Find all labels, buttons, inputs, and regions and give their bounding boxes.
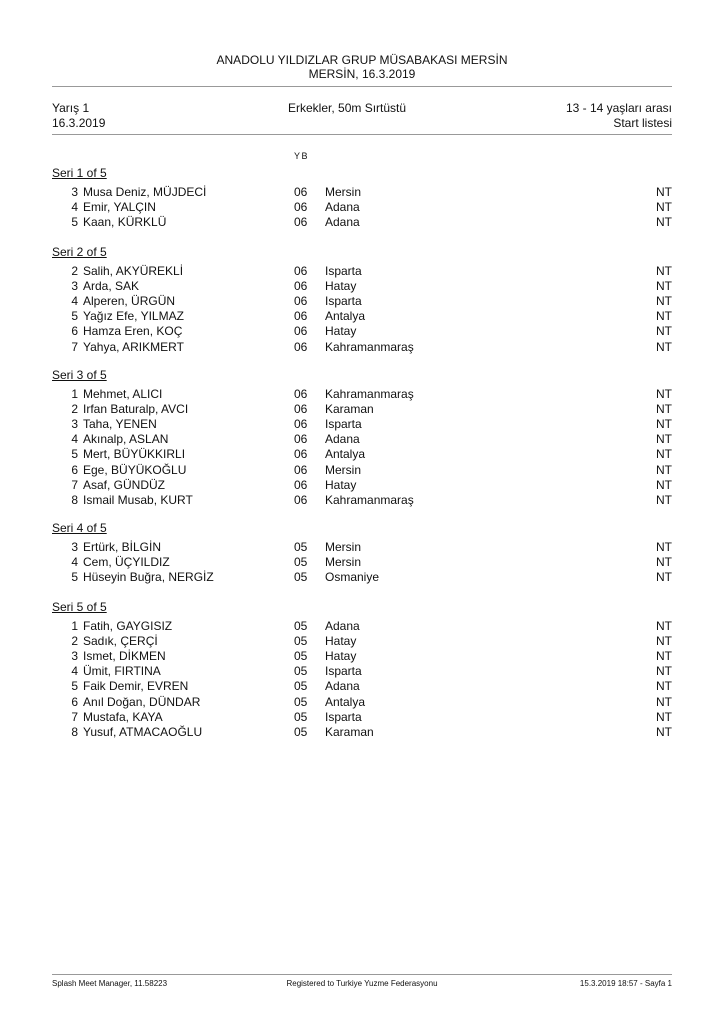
- event-date: 16.3.2019: [52, 116, 106, 130]
- entry-time: NT: [656, 649, 672, 664]
- lane-number: 3: [71, 417, 78, 432]
- club-name: Kahramanmaraş: [325, 339, 414, 354]
- lane-number: 6: [71, 462, 78, 477]
- swimmer-row: [52, 493, 672, 508]
- birth-year: 05: [294, 724, 308, 739]
- entry-time: NT: [656, 402, 672, 417]
- club-name: Adana: [325, 215, 360, 230]
- lane-number: 4: [71, 200, 78, 215]
- swimmer-name: Mustafa, KAYA: [83, 709, 163, 724]
- swimmer-name: Ismail Musab, KURT: [83, 492, 193, 507]
- swimmer-name: Ismet, DİKMEN: [83, 649, 166, 664]
- swimmer-name: Yusuf, ATMACAOĞLU: [83, 724, 203, 739]
- birth-year: 06: [294, 417, 308, 432]
- club-name: Karaman: [325, 724, 374, 739]
- club-name: Isparta: [325, 417, 362, 432]
- club-name: Isparta: [325, 709, 362, 724]
- lane-number: 5: [71, 570, 78, 585]
- entry-time: NT: [656, 417, 672, 432]
- birth-year: 06: [294, 324, 308, 339]
- swimmer-row: [52, 570, 672, 585]
- lane-number: 3: [71, 279, 78, 294]
- swimmer-row: [52, 309, 672, 324]
- event-description: Erkekler, 50m Sırtüstü: [288, 101, 407, 115]
- swimmer-name: Emir, YALÇIN: [83, 200, 156, 215]
- swimmer-name: Fatih, GAYGISIZ: [83, 619, 173, 633]
- club-name: Antalya: [325, 694, 366, 709]
- swimmer-name: Mert, BÜYÜKKIRLI: [83, 447, 186, 462]
- birth-year: 05: [294, 619, 308, 633]
- lane-number: 5: [71, 309, 78, 324]
- birth-year: 06: [294, 432, 308, 447]
- club-name: Adana: [325, 619, 360, 633]
- swimmer-row: [52, 402, 672, 417]
- divider-top: [52, 86, 672, 87]
- swimmer-row: [52, 679, 672, 694]
- heat-heading: Seri 5 of 5: [52, 600, 107, 614]
- entry-time: NT: [656, 570, 672, 585]
- birth-year: 05: [294, 709, 308, 724]
- swimmer-row: [52, 185, 672, 200]
- entry-time: NT: [656, 215, 672, 230]
- swimmer-row: [52, 710, 672, 725]
- divider-header: [52, 134, 672, 135]
- birth-year: 06: [294, 200, 308, 215]
- club-name: Hatay: [325, 324, 357, 339]
- entry-time: NT: [656, 619, 672, 633]
- footer-timestamp: 15.3.2019 18:57 - Sayfa 1: [579, 979, 672, 988]
- swimmer-name: Anıl Doğan, DÜNDAR: [83, 694, 201, 709]
- club-name: Antalya: [325, 309, 366, 324]
- entry-time: NT: [656, 679, 672, 694]
- lane-number: 4: [71, 432, 78, 447]
- meet-title: ANADOLU YILDIZLAR GRUP MÜSABAKASI MERSİN: [216, 53, 508, 67]
- entry-time: NT: [656, 634, 672, 649]
- birth-year: 06: [294, 279, 308, 294]
- lane-number: 6: [71, 694, 78, 709]
- lane-number: 2: [71, 402, 78, 417]
- swimmer-row: [52, 432, 672, 447]
- swimmer-name: Ümit, FIRTINA: [83, 664, 161, 679]
- birth-year: 05: [294, 555, 308, 570]
- lane-number: 7: [71, 339, 78, 354]
- lane-number: 5: [71, 679, 78, 694]
- swimmer-row: [52, 279, 672, 294]
- swimmer-row: [52, 649, 672, 664]
- entry-time: NT: [656, 540, 672, 554]
- swimmer-name: Kaan, KÜRKLÜ: [83, 215, 167, 230]
- lane-number: 5: [71, 447, 78, 462]
- lane-number: 3: [71, 540, 78, 554]
- birth-year: 06: [294, 447, 308, 462]
- club-name: Hatay: [325, 634, 357, 649]
- entry-time: NT: [656, 447, 672, 462]
- heat-heading: Seri 2 of 5: [52, 245, 107, 259]
- lane-number: 3: [71, 649, 78, 664]
- entry-time: NT: [656, 200, 672, 215]
- birth-year: 06: [294, 215, 308, 230]
- swimmer-row: [52, 264, 672, 279]
- age-group: 13 - 14 yaşları arası: [565, 101, 672, 115]
- lane-number: 8: [71, 492, 78, 507]
- swimmer-name: Sadık, ÇERÇİ: [83, 634, 158, 649]
- swimmer-row: [52, 619, 672, 634]
- swimmer-name: Ertürk, BİLGİN: [83, 540, 162, 554]
- swimmer-row: [52, 387, 672, 402]
- heat-heading: Seri 4 of 5: [52, 521, 107, 535]
- entry-time: NT: [656, 724, 672, 739]
- swimmer-name: Irfan Baturalp, AVCI: [83, 402, 189, 417]
- lane-number: 4: [71, 555, 78, 570]
- club-name: Adana: [325, 679, 360, 694]
- divider-footer: [52, 974, 672, 975]
- lane-number: 3: [71, 185, 78, 199]
- lane-number: 7: [71, 477, 78, 492]
- yb-column-header: YB: [294, 151, 310, 161]
- club-name: Mersin: [325, 555, 362, 570]
- swimmer-row: [52, 695, 672, 710]
- event-name: Yarış 1: [52, 101, 90, 115]
- birth-year: 05: [294, 664, 308, 679]
- swimmer-row: [52, 215, 672, 230]
- birth-year: 06: [294, 294, 308, 309]
- swimmer-row: [52, 324, 672, 339]
- club-name: Osmaniye: [325, 570, 380, 585]
- swimmer-row: [52, 725, 672, 740]
- club-name: Isparta: [325, 664, 362, 679]
- entry-time: NT: [656, 185, 672, 199]
- birth-year: 06: [294, 185, 308, 199]
- club-name: Kahramanmaraş: [325, 492, 414, 507]
- footer-registered: Registered to Turkiye Yuzme Federasyonu: [286, 979, 438, 988]
- swimmer-row: [52, 447, 672, 462]
- entry-time: NT: [656, 264, 672, 278]
- swimmer-name: Yağız Efe, YILMAZ: [83, 309, 184, 324]
- birth-year: 05: [294, 540, 308, 554]
- swimmer-row: [52, 478, 672, 493]
- club-name: Mersin: [325, 462, 362, 477]
- birth-year: 06: [294, 387, 308, 401]
- club-name: Adana: [325, 432, 360, 447]
- entry-time: NT: [656, 432, 672, 447]
- club-name: Adana: [325, 200, 360, 215]
- list-type: Start listesi: [613, 116, 672, 130]
- club-name: Isparta: [325, 264, 362, 278]
- swimmer-name: Faik Demir, EVREN: [83, 679, 189, 694]
- swimmer-row: [52, 200, 672, 215]
- birth-year: 06: [294, 264, 308, 278]
- swimmer-row: [52, 340, 672, 355]
- club-name: Karaman: [325, 402, 374, 417]
- entry-time: NT: [656, 294, 672, 309]
- swimmer-row: [52, 540, 672, 555]
- swimmer-row: [52, 634, 672, 649]
- birth-year: 06: [294, 339, 308, 354]
- heat-heading: Seri 1 of 5: [52, 166, 107, 180]
- birth-year: 05: [294, 634, 308, 649]
- club-name: Antalya: [325, 447, 366, 462]
- entry-time: NT: [656, 387, 672, 401]
- entry-time: NT: [656, 477, 672, 492]
- birth-year: 06: [294, 402, 308, 417]
- meet-subtitle: MERSİN, 16.3.2019: [308, 67, 416, 81]
- birth-year: 06: [294, 309, 308, 324]
- entry-time: NT: [656, 339, 672, 354]
- lane-number: 2: [71, 634, 78, 649]
- lane-number: 4: [71, 664, 78, 679]
- swimmer-name: Arda, SAK: [83, 279, 140, 294]
- birth-year: 05: [294, 694, 308, 709]
- swimmer-name: Hüseyin Buğra, NERGİZ: [83, 570, 214, 585]
- birth-year: 05: [294, 649, 308, 664]
- swimmer-row: [52, 294, 672, 309]
- swimmer-name: Ege, BÜYÜKOĞLU: [83, 462, 187, 477]
- entry-time: NT: [656, 709, 672, 724]
- club-name: Hatay: [325, 477, 357, 492]
- birth-year: 06: [294, 477, 308, 492]
- entry-time: NT: [656, 694, 672, 709]
- swimmer-name: Akınalp, ASLAN: [83, 432, 169, 447]
- club-name: Mersin: [325, 540, 362, 554]
- swimmer-name: Musa Deniz, MÜJDECİ: [83, 185, 207, 199]
- entry-time: NT: [656, 462, 672, 477]
- swimmer-row: [52, 555, 672, 570]
- lane-number: 8: [71, 724, 78, 739]
- lane-number: 5: [71, 215, 78, 230]
- entry-time: NT: [656, 555, 672, 570]
- entry-time: NT: [656, 664, 672, 679]
- birth-year: 05: [294, 679, 308, 694]
- footer-software: Splash Meet Manager, 11.58223: [52, 979, 168, 988]
- club-name: Hatay: [325, 649, 357, 664]
- entry-time: NT: [656, 324, 672, 339]
- swimmer-row: [52, 664, 672, 679]
- swimmer-name: Cem, ÜÇYILDIZ: [83, 555, 170, 570]
- entry-time: NT: [656, 279, 672, 294]
- swimmer-name: Hamza Eren, KOÇ: [83, 324, 183, 339]
- club-name: Isparta: [325, 294, 362, 309]
- lane-number: 1: [71, 387, 78, 401]
- swimmer-row: [52, 463, 672, 478]
- lane-number: 4: [71, 294, 78, 309]
- lane-number: 2: [71, 264, 78, 278]
- birth-year: 06: [294, 462, 308, 477]
- club-name: Hatay: [325, 279, 357, 294]
- swimmer-row: [52, 417, 672, 432]
- swimmer-name: Mehmet, ALICI: [83, 387, 163, 401]
- lane-number: 7: [71, 709, 78, 724]
- swimmer-name: Alperen, ÜRGÜN: [83, 294, 176, 309]
- entry-time: NT: [656, 492, 672, 507]
- club-name: Mersin: [325, 185, 362, 199]
- club-name: Kahramanmaraş: [325, 387, 414, 401]
- entry-time: NT: [656, 309, 672, 324]
- swimmer-name: Asaf, GÜNDÜZ: [83, 477, 166, 492]
- heat-heading: Seri 3 of 5: [52, 368, 107, 382]
- swimmer-name: Taha, YENEN: [83, 417, 157, 432]
- swimmer-name: Salih, AKYÜREKLİ: [83, 264, 184, 278]
- lane-number: 1: [71, 619, 78, 633]
- birth-year: 05: [294, 570, 308, 585]
- birth-year: 06: [294, 492, 308, 507]
- lane-number: 6: [71, 324, 78, 339]
- swimmer-name: Yahya, ARIKMERT: [83, 339, 184, 354]
